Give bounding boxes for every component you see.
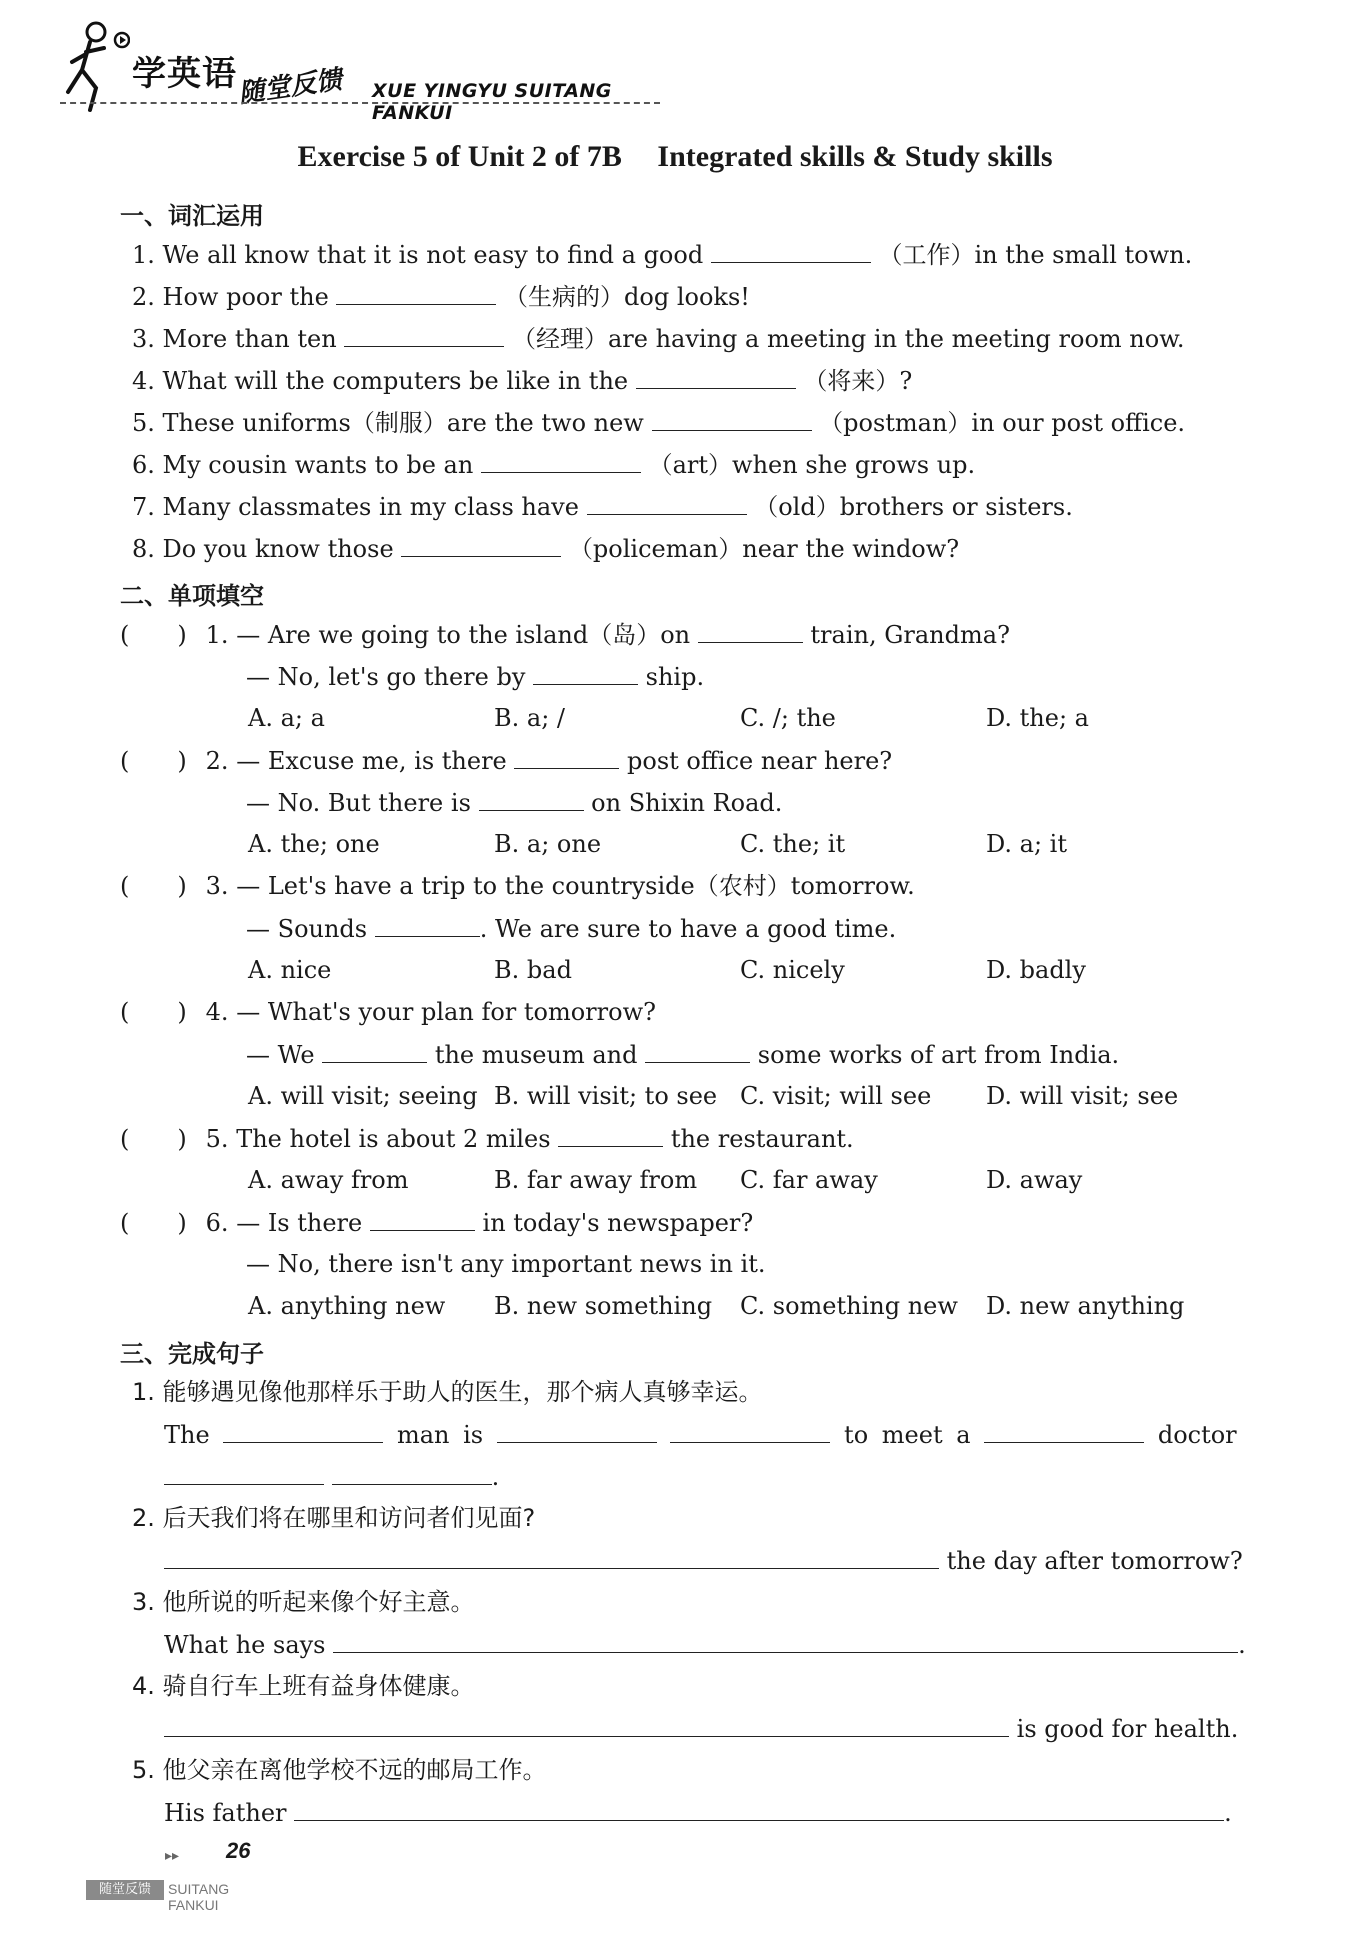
- answer-blank[interactable]: [164, 1712, 1009, 1737]
- answer-blank[interactable]: [652, 406, 812, 431]
- option-a[interactable]: A. a; a: [248, 704, 325, 732]
- answer-blank[interactable]: [223, 1418, 383, 1443]
- option-b[interactable]: B. bad: [494, 956, 572, 984]
- option-d[interactable]: D. the; a: [986, 704, 1089, 732]
- option-c[interactable]: C. visit; will see: [740, 1082, 932, 1110]
- chinese-prompt: 5. 他父亲在离他学校不远的邮局工作。: [132, 1756, 547, 1784]
- mc-question: ( ) 4. — What's your plan for tomorrow?: [120, 998, 656, 1026]
- answer-blank[interactable]: [514, 744, 619, 769]
- answer-blank[interactable]: [370, 1206, 475, 1231]
- answer-bracket[interactable]: ( ): [120, 998, 187, 1026]
- mc-options: [248, 702, 1089, 734]
- sentence-line: .: [164, 1460, 499, 1493]
- answer-blank[interactable]: [636, 364, 796, 389]
- option-d[interactable]: D. a; it: [986, 830, 1067, 858]
- option-b[interactable]: B. new something: [494, 1292, 713, 1320]
- page-arrow-icon: ▸▸: [165, 1848, 180, 1864]
- answer-blank[interactable]: [322, 1038, 427, 1063]
- vocab-item: 8. Do you know those （policeman）near the window?: [132, 532, 959, 565]
- mc-question-line: — No, let's go there by ship.: [246, 660, 704, 693]
- title-topic: Integrated skills & Study skills: [657, 140, 1053, 173]
- answer-blank[interactable]: [587, 490, 747, 515]
- answer-blank[interactable]: [336, 280, 496, 305]
- brand-pinyin: XUE YINGYU SUITANG FANKUI: [372, 80, 612, 124]
- option-a[interactable]: A. will visit; seeing: [248, 1082, 478, 1110]
- vocab-item: 4. What will the computers be like in the （将来）?: [132, 364, 912, 397]
- answer-blank[interactable]: [497, 1418, 657, 1443]
- footer-label: [86, 1880, 282, 1913]
- option-d[interactable]: D. new anything: [986, 1292, 1185, 1320]
- answer-blank[interactable]: [481, 448, 641, 473]
- page-title: [0, 140, 1350, 174]
- answer-blank[interactable]: [698, 618, 803, 643]
- option-d[interactable]: D. badly: [986, 956, 1086, 984]
- option-b[interactable]: B. will visit; to see: [494, 1082, 718, 1110]
- mc-options: [248, 954, 1086, 986]
- mc-options: [248, 1290, 1184, 1322]
- answer-bracket[interactable]: ( ): [120, 1209, 187, 1237]
- mc-question-line: — No, there isn't any important news in it.: [246, 1250, 766, 1278]
- option-a[interactable]: A. the; one: [248, 830, 380, 858]
- answer-blank[interactable]: [645, 1038, 750, 1063]
- footer-label-cn: 随堂反馈: [86, 1880, 164, 1900]
- option-c[interactable]: C. the; it: [740, 830, 846, 858]
- mc-question: ( ) 1. — Are we going to the island（岛）on train, Grandma?: [120, 618, 1010, 651]
- answer-blank[interactable]: [332, 1460, 492, 1485]
- sentence-line: is good for health.: [164, 1712, 1238, 1745]
- answer-blank[interactable]: [375, 912, 480, 937]
- answer-blank[interactable]: [401, 532, 561, 557]
- chinese-prompt: 3. 他所说的听起来像个好主意。: [132, 1588, 475, 1616]
- option-c[interactable]: C. far away: [740, 1166, 878, 1194]
- answer-blank[interactable]: [479, 786, 584, 811]
- section-heading-complete-sentences: 三、完成句子: [120, 1340, 264, 1368]
- vocab-item: 6. My cousin wants to be an （art）when she grows up.: [132, 448, 975, 481]
- mc-question-line: — No. But there is on Shixin Road.: [246, 786, 782, 819]
- page-number: 26: [226, 1838, 251, 1863]
- option-a[interactable]: A. anything new: [248, 1292, 446, 1320]
- sentence-line: The man is to meet a doctor: [164, 1418, 1237, 1451]
- section-heading-vocab: 一、词汇运用: [120, 202, 264, 230]
- option-b[interactable]: B. a; one: [494, 830, 602, 858]
- answer-blank[interactable]: [344, 322, 504, 347]
- mc-question-line: — Sounds . We are sure to have a good time.: [246, 912, 896, 945]
- footer-label-pinyin: SUITANG FANKUI: [168, 1881, 230, 1913]
- mc-question-line: — We the museum and some works of art from India.: [246, 1038, 1119, 1071]
- answer-blank[interactable]: [670, 1418, 830, 1443]
- answer-blank[interactable]: [333, 1628, 1238, 1653]
- option-c[interactable]: C. /; the: [740, 704, 836, 732]
- title-exercise: Exercise 5 of Unit 2 of 7B: [297, 140, 622, 173]
- vocab-item: 7. Many classmates in my class have （old）brothers or sisters.: [132, 490, 1073, 523]
- option-c[interactable]: C. nicely: [740, 956, 845, 984]
- vocab-item: 5. These uniforms（制服）are the two new （postman）in our post office.: [132, 406, 1185, 439]
- answer-blank[interactable]: [164, 1544, 939, 1569]
- option-c[interactable]: C. something new: [740, 1292, 958, 1320]
- mc-question: ( ) 5. The hotel is about 2 miles the restaurant.: [120, 1122, 854, 1155]
- vocab-item: 1. We all know that it is not easy to find a good （工作）in the small town.: [132, 238, 1192, 271]
- mc-options: [248, 828, 1067, 860]
- option-a[interactable]: A. away from: [248, 1166, 409, 1194]
- option-d[interactable]: D. away: [986, 1166, 1083, 1194]
- chinese-prompt: 4. 骑自行车上班有益身体健康。: [132, 1672, 475, 1700]
- option-d[interactable]: D. will visit; see: [986, 1082, 1179, 1110]
- header-divider: [60, 102, 660, 104]
- mc-question: ( ) 3. — Let's have a trip to the countryside（农村）tomorrow.: [120, 872, 915, 900]
- vocab-item: 3. More than ten （经理）are having a meeting in the meeting room now.: [132, 322, 1185, 355]
- answer-bracket[interactable]: ( ): [120, 872, 187, 900]
- mc-question: ( ) 6. — Is there in today's newspaper?: [120, 1206, 753, 1239]
- mc-question: ( ) 2. — Excuse me, is there post office near here?: [120, 744, 892, 777]
- option-b[interactable]: B. far away from: [494, 1166, 698, 1194]
- sentence-line: What he says .: [164, 1628, 1246, 1661]
- vocab-item: 2. How poor the （生病的）dog looks!: [132, 280, 750, 313]
- option-a[interactable]: A. nice: [248, 956, 332, 984]
- answer-bracket[interactable]: ( ): [120, 1125, 187, 1153]
- answer-blank[interactable]: [711, 238, 871, 263]
- brand-subtitle-cn: 随堂反馈: [236, 64, 344, 110]
- answer-bracket[interactable]: ( ): [120, 747, 187, 775]
- chinese-prompt: 2. 后天我们将在哪里和访问者们见面?: [132, 1504, 536, 1532]
- mc-options: [248, 1164, 1082, 1196]
- chinese-prompt: 1. 能够遇见像他那样乐于助人的医生，那个病人真够幸运。: [132, 1378, 763, 1406]
- mc-options: [248, 1080, 1178, 1112]
- answer-blank[interactable]: [533, 660, 638, 685]
- sentence-line: the day after tomorrow?: [164, 1544, 1243, 1577]
- answer-blank[interactable]: [294, 1796, 1224, 1821]
- sentence-line: His father .: [164, 1796, 1232, 1829]
- brand-title-cn: 学英语: [132, 54, 237, 94]
- section-heading-multiple-choice: 二、单项填空: [120, 582, 264, 610]
- answer-blank[interactable]: [164, 1460, 324, 1485]
- answer-bracket[interactable]: ( ): [120, 621, 187, 649]
- answer-blank[interactable]: [984, 1418, 1144, 1443]
- option-b[interactable]: B. a; /: [494, 704, 566, 732]
- answer-blank[interactable]: [558, 1122, 663, 1147]
